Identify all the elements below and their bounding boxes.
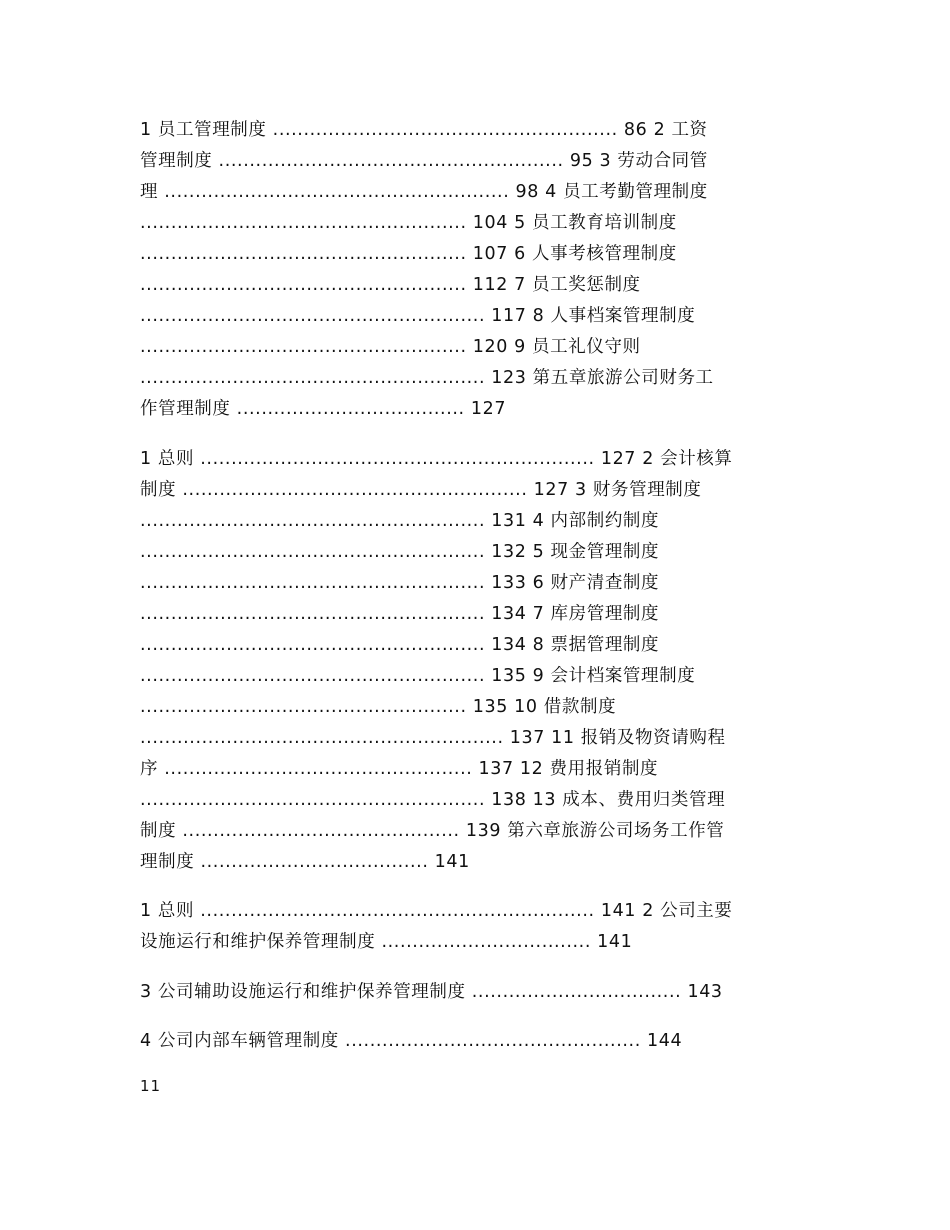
toc-line: 制度 ........................................................ 127 3 财务管理制度 [140,480,702,500]
toc-block-vehicles [140,1026,820,1057]
toc-line: ..................................................... 120 9 员工礼仪守则 [140,337,641,357]
toc-line: ........................................................ 132 5 现金管理制度 [140,542,660,562]
toc-block-personnel [140,115,820,425]
toc-line: ........................................................ 138 13 成本、费用归类管理 [140,790,726,810]
toc-block-finance [140,444,820,878]
toc-line: ........................................................ 134 8 票据管理制度 [140,635,660,655]
toc-line: 1 总则 ................................................................ 127 2 会计核算 [140,449,733,469]
toc-line: 设施运行和维护保养管理制度 .................................. 141 [140,932,633,952]
toc-line: ........................................................... 137 11 报销及物资请购程 [140,728,726,748]
toc-block-auxiliary [140,977,820,1008]
toc-line: 理 ........................................................ 98 4 员工考勤管理制度 [140,182,708,202]
toc-line: ........................................................ 117 8 人事档案管理制度 [140,306,696,326]
toc-line: 3 公司辅助设施运行和维护保养管理制度 .................................. 143 [140,982,723,1002]
toc-line: 1 员工管理制度 ........................................................ 86 2 工资 [140,120,708,140]
toc-line: 作管理制度 ..................................... 127 [140,399,507,419]
toc-block-operations [140,896,820,958]
toc-line: ..................................................... 112 7 员工奖惩制度 [140,275,641,295]
toc-line: 理制度 ..................................... 141 [140,852,470,872]
toc-line: 制度 ............................................. 139 第六章旅游公司场务工作管 [140,821,725,841]
toc-line: ..................................................... 135 10 借款制度 [140,697,617,717]
toc-line: 1 总则 ................................................................ 141 2 公司主要 [140,901,733,921]
toc-line: ........................................................ 123 第五章旅游公司财务工 [140,368,714,388]
toc-line: ........................................................ 131 4 内部制约制度 [140,511,660,531]
toc-line: ........................................................ 134 7 库房管理制度 [140,604,660,624]
toc-line: ..................................................... 104 5 员工教育培训制度 [140,213,677,233]
toc-line: ........................................................ 135 9 会计档案管理制度 [140,666,696,686]
toc-line: ........................................................ 133 6 财产清查制度 [140,573,660,593]
toc-line: 管理制度 ........................................................ 95 3 劳动合同管 [140,151,708,171]
toc-line: ..................................................... 107 6 人事考核管理制度 [140,244,677,264]
toc-line: 序 .................................................. 137 12 费用报销制度 [140,759,659,779]
page-number: 11 [140,1077,162,1095]
toc-line: 4 公司内部车辆管理制度 ................................................ 144 [140,1031,683,1051]
